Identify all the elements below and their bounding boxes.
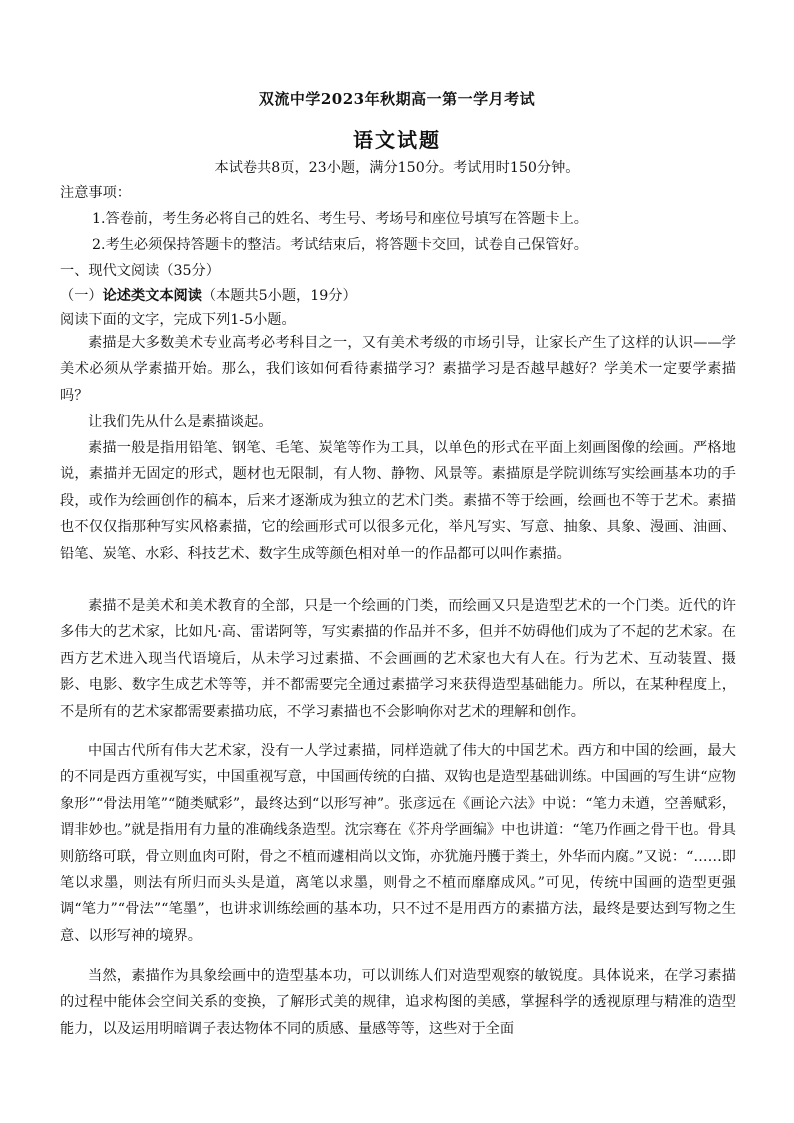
- subject-title: 语文试题: [353, 128, 441, 152]
- notes-heading: 注意事项：: [60, 185, 131, 201]
- passage-paragraph-5: 中国古代所有伟大艺术家，没有一人学过素描，同样造就了伟大的中国艺术。西方和中国的绘画，最大的不同是西方重视写实，中国重视写意，中国画传统的白描、双钩也是造型基础训练。中国画的写生讲“应物象形”“骨法用笔”“随类赋彩”，最终达到“以形写神”。张彦远在《画论六法》中说：“笔力未遒，空善赋彩，谓非妙也。”就是指用有力量的准确线条造型。沈宗骞在《芥舟学画编》中也讲道：“笔乃作画之骨干也。骨具则筋络可联，骨立则血肉可附，骨之不植而遽相尚以文饰，亦犹施丹雘于粪土，外华而内腐。”又说：“……即笔以求墨，则法有所归而头头是道，离笔以求墨，则骨之不植而靡靡成风。”可见，传统中国画的造型更强调“笔力”“骨法”“笔墨”，也讲求训练绘画的基本功，只不过不是用西方的素描方法，最终是要达到写物之生意、以形写神的境界。: [60, 743, 736, 944]
- passage-paragraph-1: 素描是大多数美术专业高考必考科目之一，又有美术考级的市场引导，让家长产生了这样的认识——学美术必须从学素描开始。那么，我们该如何看待素描学习？素描学习是否越早越好？学美术一定要学素描吗？: [60, 335, 736, 404]
- passage-paragraph-2: 让我们先从什么是素描谈起。: [88, 414, 273, 430]
- reading-instruction: 阅读下面的文字，完成下列1-5小题。: [60, 312, 296, 328]
- subsection-suffix: （本题共5小题，19分）: [201, 288, 357, 304]
- subsection-prefix: （一）: [60, 288, 103, 304]
- subsection-name: 论述类文本阅读: [102, 288, 202, 304]
- notes-item-1: 1.答卷前，考生务必将自己的姓名、考生号、考场号和座位号填写在答题卡上。: [92, 211, 588, 227]
- passage-paragraph-6: 当然，素描作为具象绘画中的造型基本功，可以训练人们对造型观察的敏锐度。具体说来，在学习素描的过程中能体会空间关系的变换，了解形式美的规律，追求构图的美感，掌握科学的透视原理与精准的造型能力，以及运用明暗调子表达物体不同的质感、量感等等，这些对于全面: [60, 968, 736, 1037]
- notes-item-2: 2.考生必须保持答题卡的整洁。考试结束后，将答题卡交回，试卷自己保管好。: [92, 237, 588, 253]
- exam-info: 本试卷共8页，23小题，满分150分。考试用时150分钟。: [214, 160, 580, 176]
- passage-paragraph-4: 素描不是美术和美术教育的全部，只是一个绘画的门类，而绘画又只是造型艺术的一个门类。近代的许多伟大的艺术家，比如凡·高、雷诺阿等，写实素描的作品并不多，但并不妨碍他们成为了不起的艺术家。在西方艺术进入现当代语境后，从未学习过素描、不会画画的艺术家也大有人在。行为艺术、互动装置、摄影、电影、数字生成艺术等等，并不都需要完全通过素描学习来获得造型基础能力。所以，在某种程度上，不是所有的艺术家都需要素描功底，不学习素描也不会影响你对艺术的理解和创作。: [60, 598, 736, 720]
- exam-title: 双流中学2023年秋期高一第一学月考试: [258, 90, 536, 108]
- section-title: 一、现代文阅读（35分）: [60, 263, 220, 279]
- subsection-title: [60, 286, 357, 306]
- passage-paragraph-3: 素描一般是指用铅笔、钢笔、毛笔、炭笔等作为工具，以单色的形式在平面上刻画图像的绘画。严格地说，素描并无固定的形式，题材也无限制，有人物、静物、风景等。素描原是学院训练写实绘画基本功的手段，或作为绘画创作的稿本，后来才逐渐成为独立的艺术门类。素描不等于绘画，绘画也不等于艺术。素描也不仅仅指那种写实风格素描，它的绘画形式可以很多元化，举凡写实、写意、抽象、具象、漫画、油画、铅笔、炭笔、水彩、科技艺术、数字生成等颜色相对单一的作品都可以叫作素描。: [60, 440, 736, 562]
